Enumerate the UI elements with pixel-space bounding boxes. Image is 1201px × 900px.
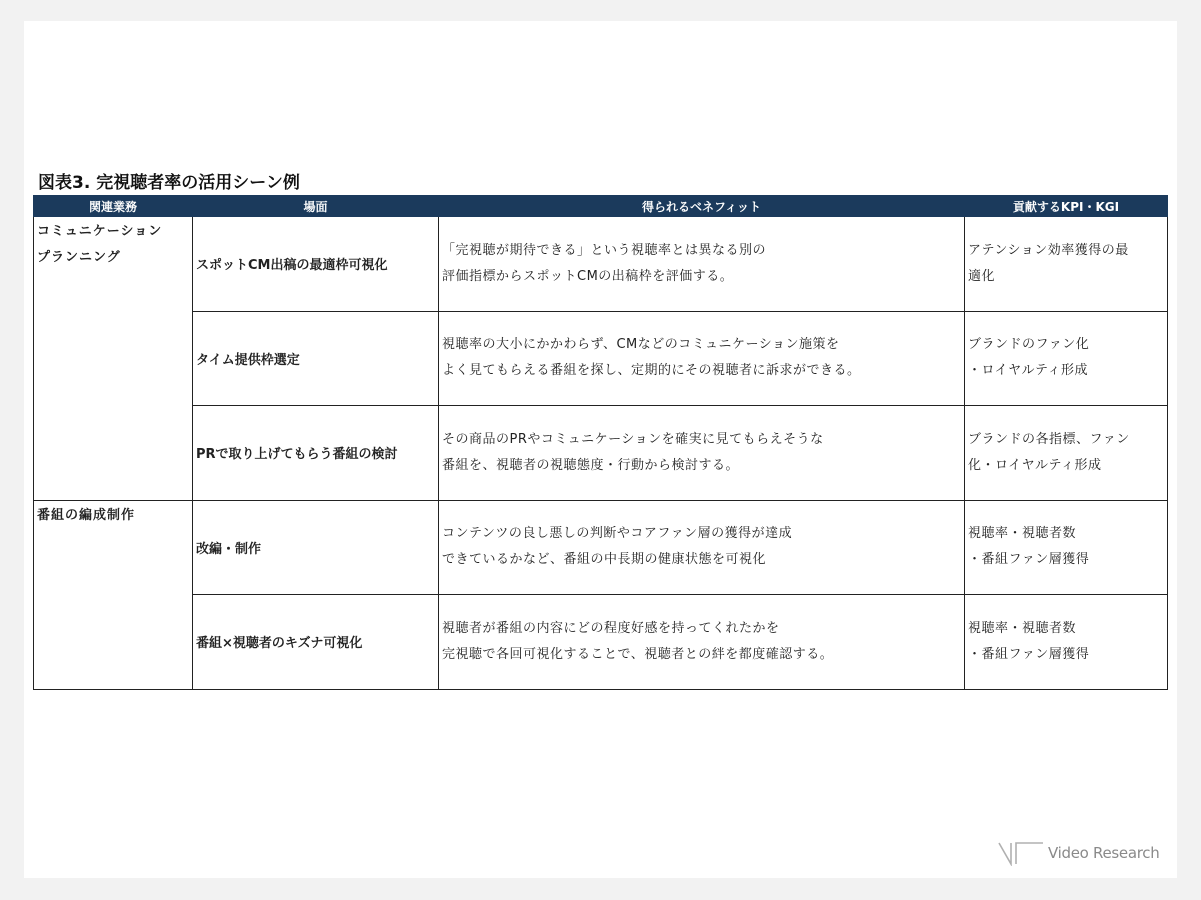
table-row [34,500,1168,595]
scene-cell: スポットCM出稿の最適枠可視化 [193,217,439,312]
kpi-line: アテンション効率獲得の最 [968,242,1129,258]
kpi-line: 視聴率・視聴者数 [968,526,1077,542]
kpi-line: 視聴率・視聴者数 [968,620,1077,636]
kpi-cell [965,311,1168,406]
category-line: プランニング [37,250,121,265]
kpi-line: ブランドのファン化 [968,337,1090,353]
table-header-row [34,196,1168,217]
benefit-cell [439,500,965,595]
scene-cell: タイム提供枠選定 [193,311,439,406]
benefit-cell [439,311,965,406]
table-row [34,217,1168,312]
video-research-logo-icon [998,840,1044,866]
category-cell-communication-planning [34,217,193,501]
table-row [34,406,1168,501]
benefit-line: できているかなど、番組の中長期の健康状態を可視化 [442,552,767,568]
kpi-line: ブランドの各指標、ファン [968,431,1130,447]
figure-title: 図表3. 完視聴者率の活用シーン例 [38,173,300,193]
benefit-line: 視聴者が番組の内容にどの程度好感を持ってくれたかを [442,620,780,636]
kpi-line: ・番組ファン層獲得 [968,552,1090,568]
scene-cell: 改編・制作 [193,500,439,595]
benefit-line: コンテンツの良し悪しの判断やコアファン層の獲得が達成 [442,526,793,542]
kpi-line: ・ロイヤルティ形成 [968,363,1088,379]
kpi-line: 化・ロイヤルティ形成 [968,457,1102,473]
table-row [34,595,1168,690]
benefit-cell [439,217,965,312]
kpi-line: 適化 [968,268,996,284]
benefit-line: 評価指標からスポットCMの出稿枠を評価する。 [442,268,734,284]
benefit-line: その商品のPRやコミュニケーションを確実に見てもらえそうな [442,431,824,447]
benefit-line: 番組を、視聴者の視聴態度・行動から検討する。 [442,457,740,473]
kpi-line: ・番組ファン層獲得 [968,646,1090,662]
table-row [34,311,1168,406]
category-cell-program-scheduling [34,500,193,689]
video-research-logo [998,840,1158,866]
header-kpi-kgi: 貢献するKPI・KGI [965,196,1168,217]
benefit-line: 完視聴で各回可視化することで、視聴者との絆を都度確認する。 [442,646,834,662]
category-line: 番組の編成制作 [37,507,136,523]
header-benefit: 得られるベネフィット [439,196,965,217]
scene-cell: PRで取り上げてもらう番組の検討 [193,406,439,501]
scene-cell: 番組×視聴者のキズナ可視化 [193,595,439,690]
logo-wordmark: Video Research [1048,844,1160,862]
kpi-cell [965,406,1168,501]
benefit-line: 視聴率の大小にかかわらず、CMなどのコミュニケーション施策を [442,337,840,353]
benefit-cell [439,595,965,690]
header-related-work: 関連業務 [34,196,193,217]
header-scene: 場面 [193,196,439,217]
kpi-cell [965,217,1168,312]
category-line: コミュニケーション [37,224,163,239]
benefit-line: よく見てもらえる番組を探し、定期的にその視聴者に訴求ができる。 [442,363,861,379]
benefit-line: 「完視聴が期待できる」という視聴率とは異なる別の [442,242,767,258]
kpi-cell [965,595,1168,690]
benefit-cell [439,406,965,501]
kpi-cell [965,500,1168,595]
usage-scenes-table [33,195,1168,690]
